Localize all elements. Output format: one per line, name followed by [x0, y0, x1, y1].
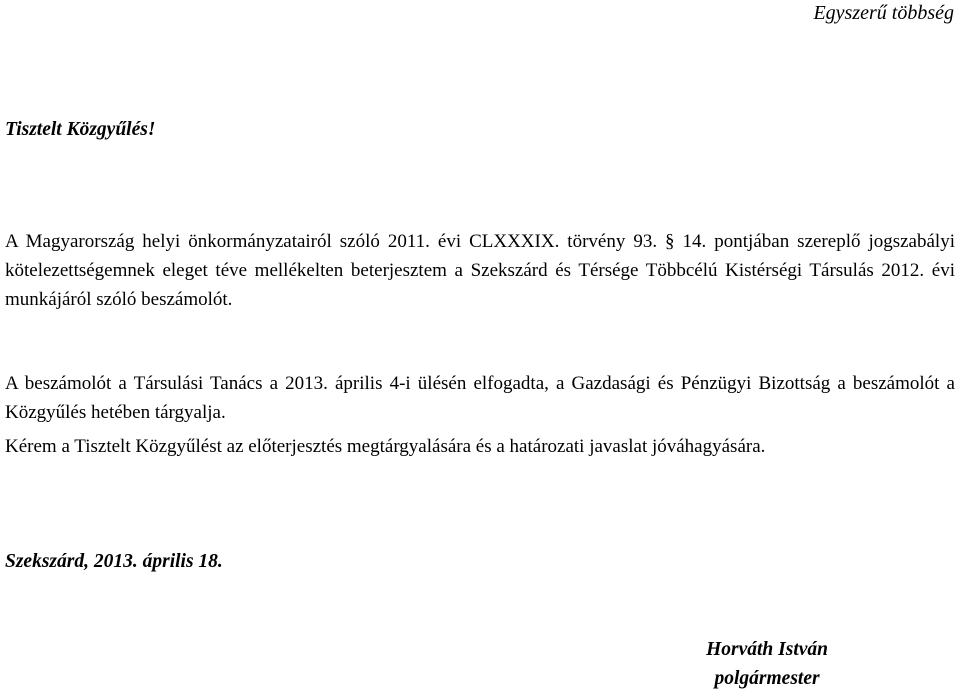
salutation: Tisztelt Közgyűlés! [5, 119, 156, 140]
signer-title: polgármester [714, 668, 820, 689]
signature-block [706, 635, 828, 693]
paragraph-submission: A Magyarország helyi önkormányzatairól szóló 2011. évi CLXXXIX. törvény 93. § 14. pontjában szereplő jogszabályi kötelezettségemnek eleget téve mellékelten beterjesztem a Szekszárd és Térsége Többcélú Kistérségi Társulás 2012. évi munkájáról szóló beszámolót. [5, 231, 955, 310]
vote-type-label: Egyszerű többség [813, 2, 954, 24]
paragraph-approval: A beszámolót a Társulási Tanács a 2013. április 4-i ülésén elfogadta, a Gazdasági és Pénzügyi Bizottság a beszámolót a Közgyűlés hetében tárgyalja. [5, 373, 955, 423]
paragraph-request: Kérem a Tisztelt Közgyűlést az előterjesztés megtárgyalására és a határozati javaslat jóváhagyására. [5, 436, 766, 457]
place-and-date: Szekszárd, 2013. április 18. [5, 551, 223, 572]
signer-name: Horváth István [706, 639, 828, 660]
